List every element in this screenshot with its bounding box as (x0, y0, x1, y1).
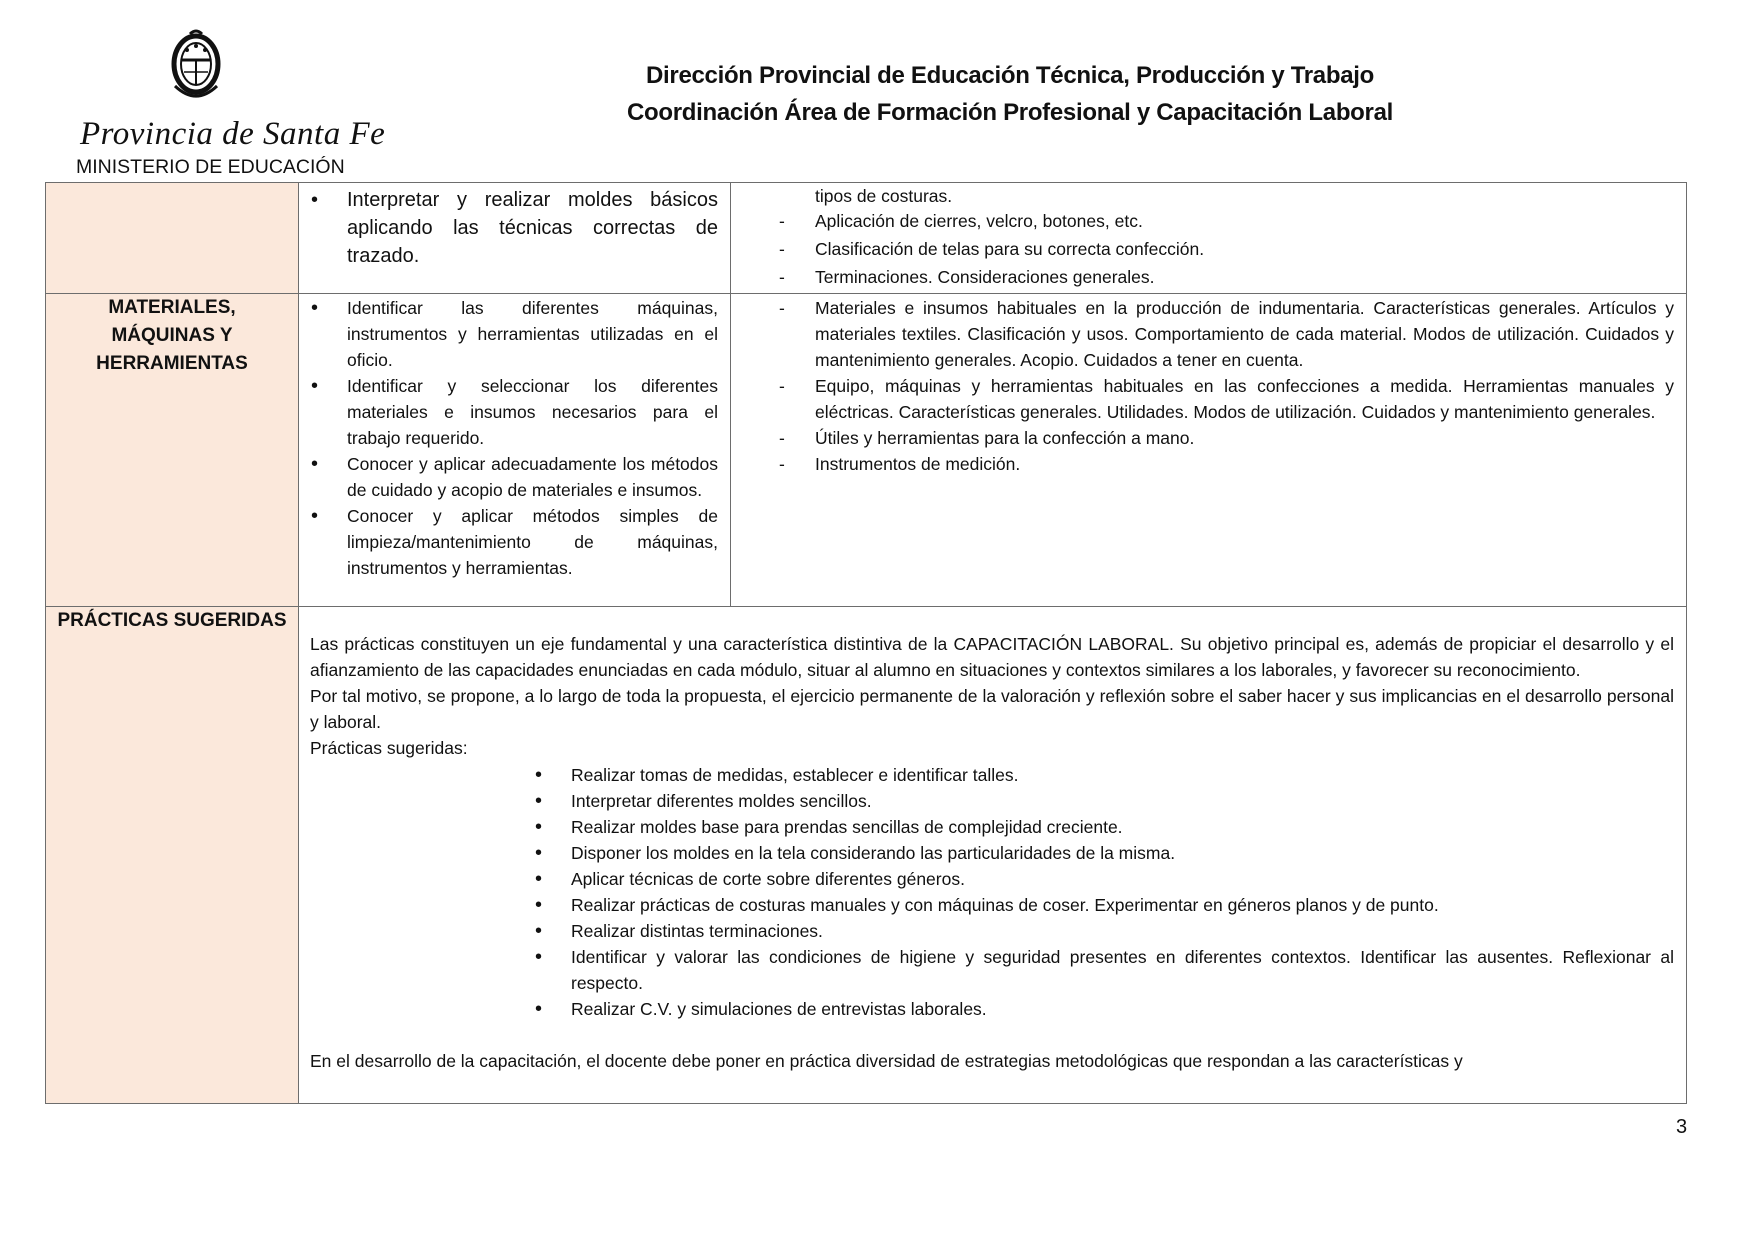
capacity-item: • Conocer y aplicar métodos simples de limpieza/mantenimiento de máquinas, instrumentos y herramientas. (299, 503, 718, 581)
capacities-cell (299, 183, 731, 294)
practice-item: • Disponer los moldes en la tela considerando las particularidades de la misma. (310, 840, 1674, 866)
practice-item: • Realizar distintas terminaciones. (310, 918, 1674, 944)
practice-item: • Aplicar técnicas de corte sobre diferentes géneros. (310, 866, 1674, 892)
table-row (46, 607, 1687, 1104)
content-continuation: tipos de costuras. (815, 186, 953, 206)
content-item: - Terminaciones. Consideraciones generales. (731, 263, 1674, 291)
practices-heading: Prácticas sugeridas: (310, 738, 468, 758)
capacities-cell (299, 294, 731, 607)
province-crest-icon (165, 26, 227, 110)
logo-block (70, 26, 386, 186)
content-item: - Aplicación de cierres, velcro, botones, etc. (731, 207, 1674, 235)
practice-item: • Interpretar diferentes moldes sencillos. (310, 788, 1674, 814)
header-title-line-2: Coordinación Área de Formación Profesional y Capacitación Laboral (626, 99, 1393, 126)
page-number: 3 (1676, 1116, 1688, 1138)
practice-item: • Realizar C.V. y simulaciones de entrevistas laborales. (310, 996, 1674, 1022)
content-item: - Clasificación de telas para su correcta confección. (731, 235, 1674, 263)
practices-paragraph-1: Las prácticas constituyen un eje fundamental y una característica distintiva de la CAPACITACIÓN LABORAL. Su objetivo principal es, además de propiciar el desarrollo y el afianzamiento de las capacidades enunciadas en cada módulo, situar al alumno en situaciones y contextos similares a los laborales, y favorecer su reconocimiento. (310, 634, 1674, 680)
curriculum-table (45, 182, 1687, 1104)
capacity-item: • Conocer y aplicar adecuadamente los métodos de cuidado y acopio de materiales e insumos. (299, 451, 718, 503)
capacity-item: • Identificar las diferentes máquinas, instrumentos y herramientas utilizadas en el oficio. (299, 295, 718, 373)
capacity-item: • Interpretar y realizar moldes básicos aplicando las técnicas correctas de trazado. (299, 186, 718, 270)
content-item: - Instrumentos de medición. (731, 451, 1674, 477)
table-row (46, 183, 1687, 294)
contents-cell (731, 183, 1687, 294)
row-label-cell (46, 294, 299, 607)
row-label-cell (46, 183, 299, 294)
practice-item: • Realizar prácticas de costuras manuales y con máquinas de coser. Experimentar en géneros planos y de punto. (310, 892, 1674, 918)
content-item: - Materiales e insumos habituales en la producción de indumentaria. Características generales. Artículos y materiales textiles. Clasificación y usos. Comportamiento de cada material. Modos de utilización. Cuidados y mantenimiento generales. Acopio. Cuidados a tener en cuenta. (731, 295, 1674, 373)
practices-cell (299, 607, 1687, 1104)
table-row (46, 294, 1687, 607)
practice-item: • Realizar tomas de medidas, establecer e identificar talles. (310, 762, 1674, 788)
row-label-line: HERRAMIENTAS (96, 353, 248, 374)
document-header (560, 57, 1460, 131)
content-item: - Útiles y herramientas para la confección a mano. (731, 425, 1674, 451)
row-label-cell: PRÁCTICAS SUGERIDAS (46, 607, 299, 1104)
ministry-name: MINISTERIO DE EDUCACIÓN (76, 156, 345, 178)
capacity-item: • Identificar y seleccionar los diferentes materiales e insumos necesarios para el trabajo requerido. (299, 373, 718, 451)
province-name: Provincia de Santa Fe (80, 116, 386, 152)
practice-item: • Identificar y valorar las condiciones de higiene y seguridad presentes en diferentes contextos. Identificar las ausentes. Reflexionar al respecto. (310, 944, 1674, 996)
content-item: - Equipo, máquinas y herramientas habituales en las confecciones a medida. Herramientas manuales y eléctricas. Características generales. Utilidades. Modos de utilización. Cuidados y mantenimiento generales. (731, 373, 1674, 425)
practice-item: • Realizar moldes base para prendas sencillas de complejidad creciente. (310, 814, 1674, 840)
header-title-line-1: Dirección Provincial de Educación Técnica, Producción y Trabajo (646, 62, 1374, 89)
row-label-line: MATERIALES, (108, 297, 236, 318)
practices-paragraph-3: En el desarrollo de la capacitación, el docente debe poner en práctica diversidad de estrategias metodológicas que respondan a las características y (310, 1051, 1463, 1071)
row-label-line: MÁQUINAS Y (111, 325, 233, 346)
practices-paragraph-2: Por tal motivo, se propone, a lo largo de toda la propuesta, el ejercicio permanente de la valoración y reflexión sobre el saber hacer y sus implicancias en el desarrollo personal y laboral. (310, 686, 1674, 732)
contents-cell (731, 294, 1687, 607)
